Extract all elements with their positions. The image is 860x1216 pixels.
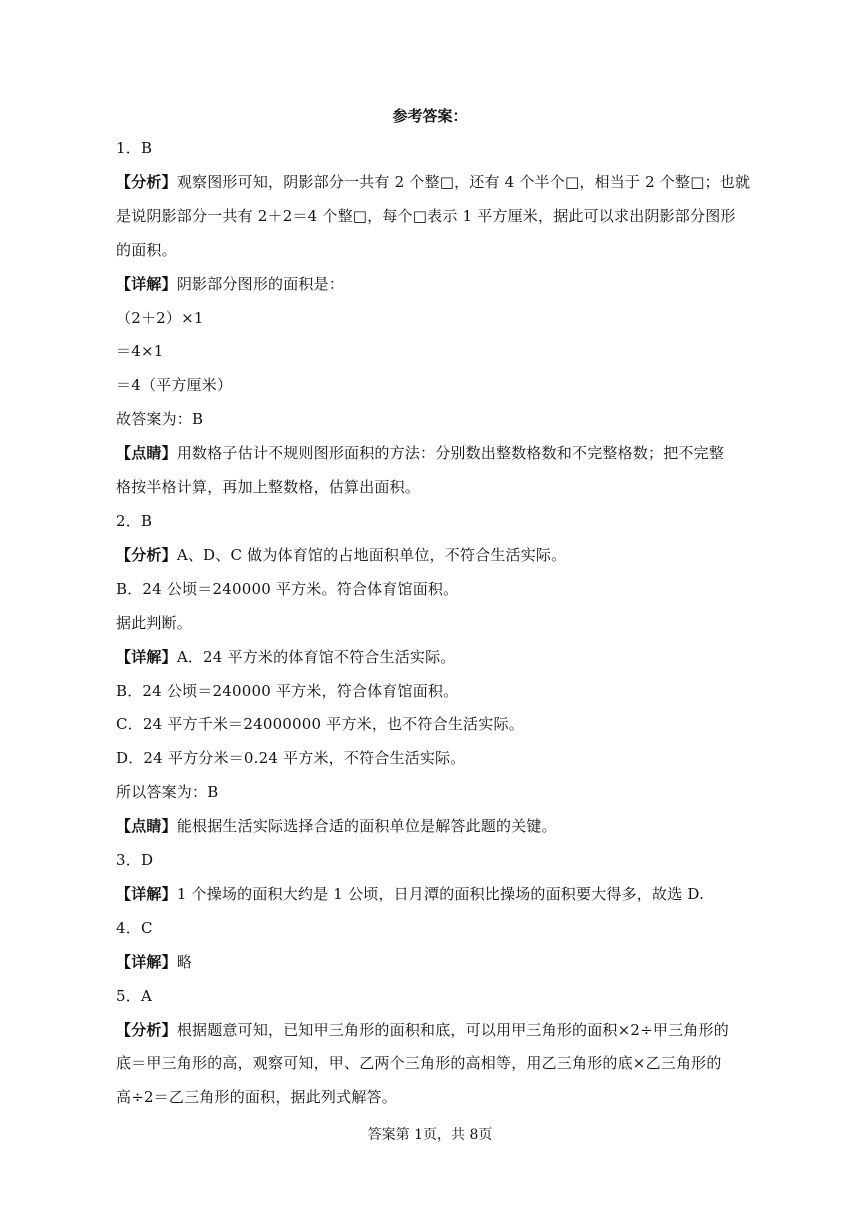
- line-text: B．24 公顷＝240000 平方米，符合体育馆面积。: [116, 681, 459, 700]
- section-tag: 【详解】: [116, 952, 177, 971]
- line-text: 略: [176, 952, 193, 971]
- section-tag: 【分析】: [116, 172, 177, 191]
- line-text: D．24 平方分米＝0.24 平方米，不符合生活实际。: [116, 749, 466, 768]
- line-text: ＝4×1: [116, 342, 164, 361]
- line-text: 根据题意可知，已知甲三角形的面积和底，可以用甲三角形的面积×2÷甲三角形的: [176, 1020, 729, 1039]
- line-text: 5．A: [116, 986, 152, 1005]
- line-text: 观察图形可知，阴影部分一共有 2 个整□，还有 4 个半个□，相当于 2 个整□；也就: [176, 172, 751, 191]
- answer-line: [116, 878, 740, 912]
- section-tag: 【详解】: [116, 884, 177, 903]
- section-tag: 【详解】: [116, 647, 177, 666]
- answer-line: [116, 1014, 740, 1048]
- answer-line: [116, 573, 740, 607]
- answer-line: [116, 742, 740, 776]
- line-text: 1．B: [116, 139, 153, 157]
- answer-line: [116, 132, 740, 166]
- section-tag: 【分析】: [116, 545, 177, 564]
- page-title: 参考答案：: [392, 107, 468, 125]
- line-text: 格按半格计算，再加上整数格，估算出面积。: [116, 478, 421, 497]
- answer-line: [116, 810, 740, 844]
- answer-line: [116, 1047, 740, 1081]
- line-text: A．24 平方米的体育馆不符合生活实际。: [176, 647, 456, 666]
- line-text: 用数格子估计不规则图形面积的方法：分别数出整数格数和不完整格数；把不完整: [176, 444, 725, 463]
- answer-line: [116, 505, 740, 539]
- line-text: ＝4（平方厘米）: [116, 376, 233, 395]
- line-text: C．24 平方千米＝24000000 平方米，也不符合生活实际。: [116, 715, 524, 734]
- line-text: 高÷2＝乙三角形的面积，据此列式解答。: [116, 1088, 397, 1107]
- answer-line: [116, 776, 740, 810]
- answer-line: [116, 437, 740, 471]
- line-text: B．24 公顷＝240000 平方米。符合体育馆面积。: [116, 579, 459, 598]
- line-text: 3．D: [116, 851, 154, 870]
- section-tag: 【分析】: [116, 1020, 177, 1039]
- line-text: 4．C: [116, 918, 153, 937]
- line-text: 是说阴影部分一共有 2＋2＝4 个整□，每个□表示 1 平方厘米，据此可以求出阴影部分图形: [116, 206, 736, 225]
- answer-line: [116, 708, 740, 742]
- page-footer: 答案第 1页，共 8页: [367, 1127, 493, 1143]
- line-text: 能根据生活实际选择合适的面积单位是解答此题的关键。: [176, 817, 557, 836]
- answer-line: [116, 471, 740, 505]
- line-text: 1 个操场的面积大约是 1 公顷，日月潭的面积比操场的面积要大得多，故选 D.: [176, 884, 705, 903]
- answer-line: [116, 166, 751, 200]
- line-text: 底＝甲三角形的高，观察可知，甲、乙两个三角形的高相等，用乙三角形的底×乙三角形的: [116, 1054, 722, 1073]
- answer-line: [116, 302, 740, 336]
- line-text: 所以答案为：B: [116, 783, 219, 802]
- answer-line: [116, 200, 740, 234]
- line-text: 阴影部分图形的面积是：: [176, 274, 345, 293]
- line-text: 故答案为：B: [116, 410, 204, 429]
- answer-content: [116, 132, 751, 1115]
- answer-line: [116, 675, 740, 709]
- line-text: 2．B: [116, 511, 153, 530]
- section-tag: 【详解】: [116, 274, 177, 293]
- line-text: （2＋2）×1: [116, 308, 204, 327]
- answer-line: [116, 641, 740, 675]
- answer-line: [116, 946, 740, 980]
- answer-line: [116, 403, 740, 437]
- answer-line: [116, 607, 740, 641]
- answer-line: [116, 539, 740, 573]
- line-text: 的面积。: [116, 240, 177, 259]
- section-tag: 【点睛】: [116, 444, 177, 463]
- line-text: 据此判断。: [116, 613, 193, 632]
- answer-line: [116, 980, 740, 1014]
- answer-line: [116, 1081, 740, 1115]
- section-tag: 【点睛】: [116, 817, 177, 836]
- answer-line: [116, 369, 740, 403]
- line-text: A、D、C 做为体育馆的占地面积单位，不符合生活实际。: [176, 545, 567, 564]
- answer-line: [116, 912, 740, 946]
- answer-line: [116, 268, 740, 302]
- answer-line: [116, 335, 740, 369]
- answer-line: [116, 234, 740, 268]
- answer-line: [116, 844, 740, 878]
